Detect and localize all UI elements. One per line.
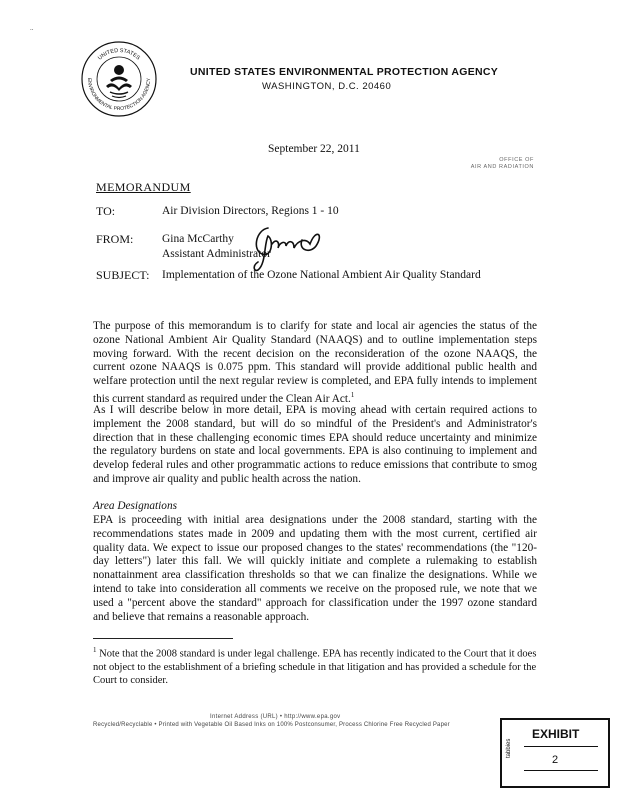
paragraph-area-designations: EPA is proceeding with initial area designations under the 2008 standard, starting with the recommendations states made in 2009 and updating them with the most current, certified air quality data. We expect to issue our proposed changes to the states' recommendations (the "120-day letters") later this fall. We will quickly initiate and complete a rulemaking to establish nonattainment area classification thresholds so that we can finalize the designations. While we intend to take into consideration all comments we receive on the proposed rule, we note that we used a "percent above the standard" approach for classification under the 1997 ozone standard and believe that remains a reasonable approach. bbox=[93, 514, 537, 623]
footnote bbox=[93, 644, 537, 687]
footnote-reference: 1 bbox=[350, 390, 355, 399]
section-heading: Area Designations bbox=[93, 500, 177, 512]
paragraph-purpose bbox=[93, 320, 537, 407]
exhibit-number: 2 bbox=[552, 754, 559, 766]
to-value: Air Division Directors, Regions 1 - 10 bbox=[162, 205, 339, 217]
memo-date: September 22, 2011 bbox=[268, 143, 360, 155]
paragraph-implementation: As I will describe below in more detail, EPA is moving ahead with certain required actions to implement the 2008 standard, but will do so mindful of the President's and Administrator's direction that in these challenging economic times EPA should reduce uncertainty and minimize the regulatory burdens on state and local governments. EPA is also continuing to implement and develop federal rules and other programmatic actions to reduce emissions that contribute to smog and improve air quality and public health across the nation. bbox=[93, 404, 537, 485]
epa-seal-icon bbox=[80, 40, 158, 118]
paragraph-purpose-text: The purpose of this memorandum is to clarify for state and local air agencies the status of the ozone National Ambient Air Quality Standard (NAAQS) and to outline implementation steps moving forward. With the recent decision on the reconsideration of the ozone NAAQS, the current ozone NAAQS is 0.075 ppm. This standard will provide additional public health and welfare protection until the next regular review is completed, and EPA fully intends to implement this current standard as required under the Clean Air Act. bbox=[93, 320, 537, 405]
footnote-number: 1 bbox=[93, 646, 97, 654]
footnote-text: Note that the 2008 standard is under legal challenge. EPA has recently indicated to the Court that it does not object to the establishment of a briefing schedule in that litigation and has provided a schedule for the Court to consider. bbox=[93, 648, 537, 686]
svg-text:UNITED STATES bbox=[97, 48, 141, 62]
office-stamp-line: AIR AND RADIATION bbox=[470, 164, 534, 170]
exhibit-sticker bbox=[500, 718, 610, 788]
footer-recycled: Recycled/Recyclable • Printed with Vegetable Oil Based Inks on 100% Postconsumer, Process Chlorine Free Recycled Paper bbox=[93, 722, 450, 728]
office-stamp-line: OFFICE OF bbox=[499, 157, 534, 163]
from-name: Gina McCarthy bbox=[162, 233, 234, 245]
subject-label: SUBJECT: bbox=[96, 268, 150, 282]
footnote-divider bbox=[93, 638, 233, 639]
seal-text-top: UNITED STATES bbox=[97, 47, 141, 62]
agency-address: WASHINGTON, D.C. 20460 bbox=[262, 81, 392, 92]
memo-title: MEMORANDUM bbox=[96, 180, 191, 194]
to-label: TO: bbox=[96, 204, 116, 218]
office-stamp bbox=[471, 157, 534, 171]
from-label: FROM: bbox=[96, 232, 134, 246]
exhibit-divider bbox=[524, 746, 598, 747]
corner-mark: .. bbox=[30, 24, 34, 32]
seal-text-bottom: ENVIRONMENTAL PROTECTION AGENCY bbox=[85, 77, 153, 113]
exhibit-side-text: tabbies bbox=[506, 738, 512, 758]
footer-url: Internet Address (URL) • http://www.epa.gov bbox=[210, 714, 341, 720]
agency-name: UNITED STATES ENVIRONMENTAL PROTECTION AGENCY bbox=[190, 66, 499, 78]
exhibit-title: EXHIBIT bbox=[532, 727, 580, 741]
exhibit-underline bbox=[524, 770, 598, 771]
from-title: Assistant Administrator bbox=[162, 248, 271, 260]
subject-value: Implementation of the Ozone National Ambient Air Quality Standard bbox=[162, 269, 481, 281]
